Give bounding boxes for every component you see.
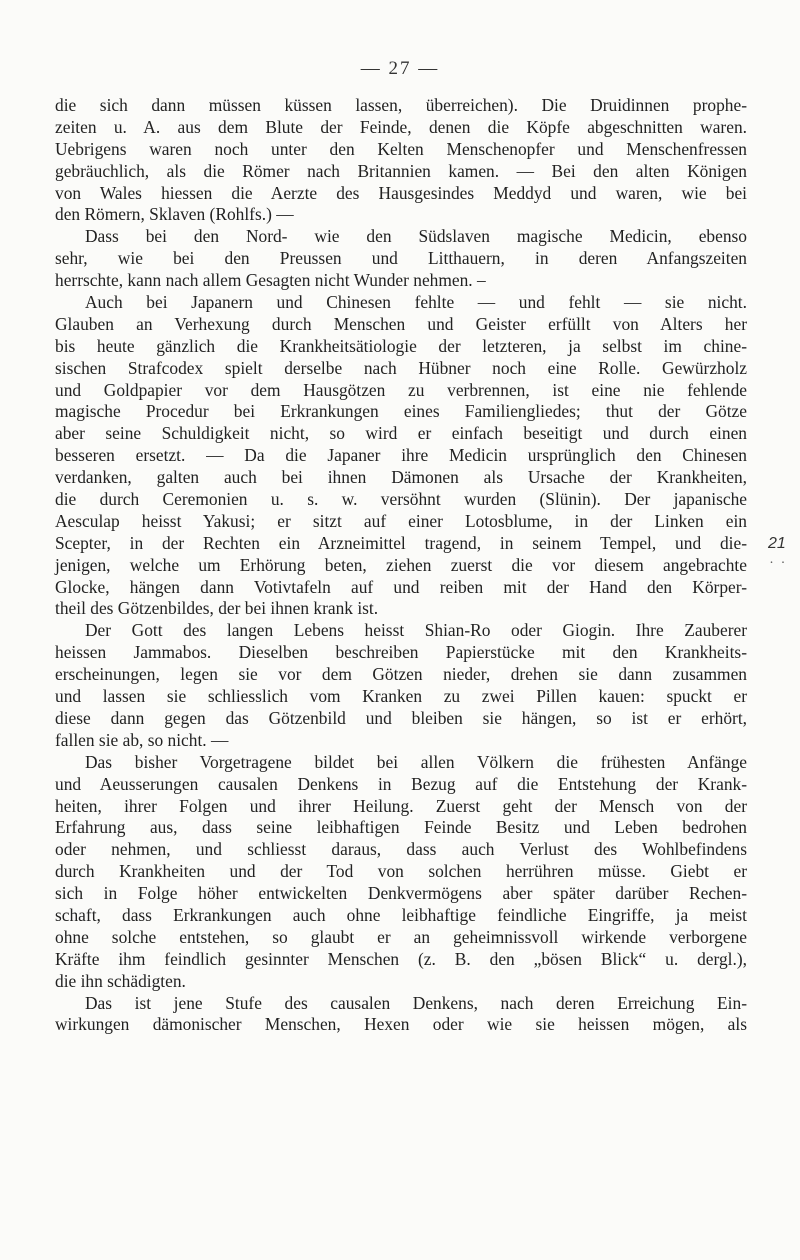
text-line: fallen sie ab, so nicht. —	[55, 729, 229, 750]
text-line: Uebrigens waren noch unter den Kelten Menschenopfer und Menschenfressen	[55, 138, 747, 159]
text-line: schaft, dass Erkrankungen auch ohne leibhaftige feindliche Eingriffe, ja meist	[55, 904, 747, 925]
text-line: die sich dann müssen küssen lassen, überreichen). Die Druidinnen prophe-	[55, 95, 747, 115]
text-line: heiten, ihrer Folgen und ihrer Heilung. Zuerst geht der Mensch von der	[55, 795, 747, 816]
text-line: von Wales hiessen die Aerzte des Hausgesindes Meddyd und waren, wie bei	[55, 182, 747, 203]
text-line: jenigen, welche um Erhörung beten, ziehen zuerst die vor diesem angebrachte	[55, 554, 747, 575]
text-line: besseren ersetzt. — Da die Japaner ihre Medicin ursprünglich den Chinesen	[55, 445, 747, 466]
text-line: gebräuchlich, als die Römer nach Britannien kamen. — Bei den alten Königen	[55, 160, 747, 181]
text-line: theil des Götzenbildes, der bei ihnen krank ist.	[55, 598, 379, 619]
body-text	[55, 95, 747, 1036]
text-line: Glocke, hängen dann Votivtafeln auf und reiben mit der Hand den Körper-	[55, 576, 747, 597]
text-line: und Goldpapier vor dem Hausgötzen zu verbrennen, ist eine nie fehlende	[55, 379, 747, 400]
text-line: und lassen sie schliesslich vom Kranken zu zwei Pillen kauen: spuckt er	[55, 686, 747, 707]
text-line: wirkungen dämonischer Menschen, Hexen oder wie sie heissen mögen, als	[55, 1014, 747, 1035]
text-line: Glauben an Verhexung durch Menschen und Geister erfüllt von Alters her	[55, 313, 747, 334]
text-line: die durch Ceremonien u. s. w. versöhnt wurden (Slünin). Der japanische	[55, 489, 747, 510]
text-line: sischen Strafcodex spielt derselbe nach Hübner noch eine Rolle. Gewürzholz	[55, 357, 747, 378]
text-line: erscheinungen, legen sie vor dem Götzen nieder, drehen sie dann zusammen	[55, 664, 747, 685]
text-line: heissen Jammabos. Dieselben beschreiben Papierstücke mit den Krankheits-	[55, 642, 747, 663]
text-line: Scepter, in der Rechten ein Arzneimittel tragend, in seinem Tempel, und die-	[55, 532, 747, 553]
text-line: Auch bei Japanern und Chinesen fehlte — und fehlt — sie nicht.	[85, 292, 747, 313]
text-line: den Römern, Sklaven (Rohlfs.) —	[55, 204, 294, 225]
text-line: Aesculap heisst Yakusi; er sitzt auf einer Lotosblume, in der Linken ein	[55, 510, 747, 531]
text-line: Der Gott des langen Lebens heisst Shian-Ro oder Giogin. Ihre Zauberer	[85, 620, 747, 641]
text-line: sehr, wie bei den Preussen und Litthauern, in deren Anfangszeiten	[55, 248, 747, 269]
text-line: durch Krankheiten und der Tod von solchen herrühren müsse. Giebt er	[55, 861, 747, 882]
text-line: verdanken, galten auch bei ihnen Dämonen als Ursache der Krankheiten,	[55, 467, 747, 488]
text-line: bis heute gänzlich die Krankheitsätiologie der letzteren, ja selbst im chine-	[55, 335, 747, 356]
margin-note: 21	[768, 535, 786, 552]
text-line: zeiten u. A. aus dem Blute der Feinde, denen die Köpfe abgeschnitten waren.	[55, 116, 747, 137]
text-line: ohne solche entstehen, so glaubt er an geheimnissvoll wirkende verborgene	[55, 926, 747, 947]
text-line: Das bisher Vorgetragene bildet bei allen Völkern die frühesten Anfänge	[85, 751, 747, 772]
text-line: sich in Folge höher entwickelten Denkvermögens aber später darüber Rechen-	[55, 883, 747, 904]
text-line: diese dann gegen das Götzenbild und bleiben sie hängen, so ist er erhört,	[55, 707, 747, 728]
text-line: Das ist jene Stufe des causalen Denkens, nach deren Erreichung Ein-	[85, 992, 747, 1013]
text-line: die ihn schädigten.	[55, 970, 186, 991]
text-line: aber seine Schuldigkeit nicht, so wird er einfach beseitigt und durch einen	[55, 423, 747, 444]
page-number: — 27 —	[360, 58, 440, 79]
text-line: Dass bei den Nord- wie den Südslaven magische Medicin, ebenso	[85, 226, 747, 247]
text-line: oder nehmen, und schliesst daraus, dass auch Verlust des Wohlbefindens	[55, 839, 747, 860]
text-line: Kräfte ihm feindlich gesinnter Menschen (z. B. den „bösen Blick“ u. dergl.),	[55, 948, 747, 969]
text-line: herrschte, kann nach allem Gesagten nicht Wunder nehmen. –	[55, 270, 486, 291]
text-line: und Aeusserungen causalen Denkens in Bezug auf die Entstehung der Krank-	[55, 773, 747, 794]
margin-dots: ˙ ˙	[768, 560, 787, 576]
text-line: Erfahrung aus, dass seine leibhaftigen Feinde Besitz und Leben bedrohen	[55, 817, 747, 838]
text-line: magische Procedur bei Erkrankungen eines Familiengliedes; thut der Götze	[55, 401, 747, 422]
